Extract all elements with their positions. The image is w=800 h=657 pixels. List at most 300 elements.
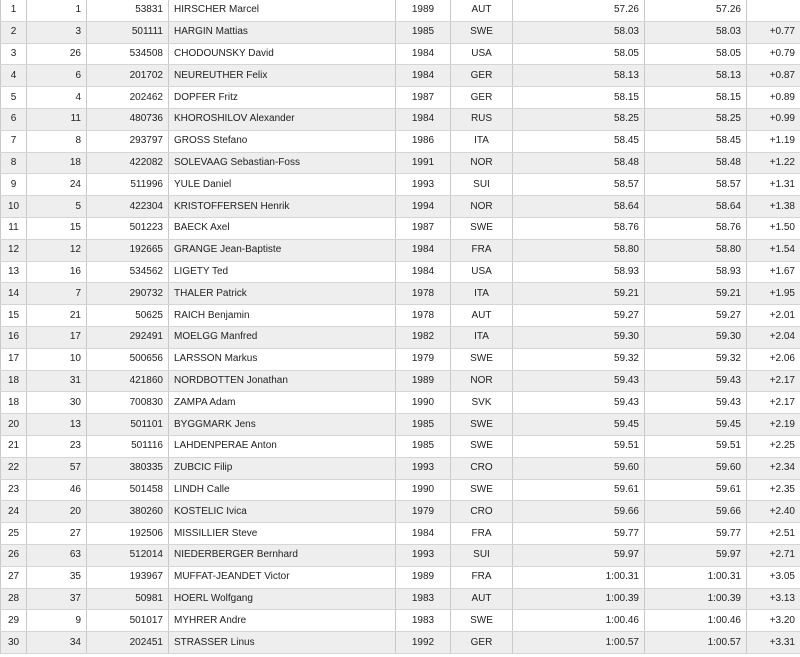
fis-code-cell: 501223 (87, 217, 169, 239)
athlete-name-cell: LARSSON Markus (169, 348, 396, 370)
nation-cell: SWE (451, 479, 513, 501)
total-time-cell: 59.77 (645, 523, 747, 545)
time-diff-cell: +2.25 (747, 435, 800, 457)
birth-year-cell: 1990 (396, 392, 451, 414)
table-row (1, 501, 800, 523)
athlete-name-cell: HIRSCHER Marcel (169, 0, 396, 21)
birth-year-cell: 1984 (396, 108, 451, 130)
nation-cell: NOR (451, 370, 513, 392)
athlete-name-cell: NIEDERBERGER Bernhard (169, 544, 396, 566)
fis-code-cell: 501458 (87, 479, 169, 501)
run-time-cell: 1:00.46 (513, 610, 645, 632)
table-row (1, 326, 800, 348)
rank-cell: 22 (1, 457, 27, 479)
nation-cell: SWE (451, 414, 513, 436)
birth-year-cell: 1993 (396, 544, 451, 566)
birth-year-cell: 1978 (396, 305, 451, 327)
rank-cell: 26 (1, 544, 27, 566)
nation-cell: AUT (451, 0, 513, 21)
total-time-cell: 59.21 (645, 283, 747, 305)
nation-cell: NOR (451, 152, 513, 174)
run-time-cell: 58.45 (513, 130, 645, 152)
rank-cell: 2 (1, 21, 27, 43)
athlete-name-cell: GRANGE Jean-Baptiste (169, 239, 396, 261)
time-diff-cell: +2.17 (747, 370, 800, 392)
table-row (1, 305, 800, 327)
rank-cell: 29 (1, 610, 27, 632)
bib-cell: 9 (27, 610, 87, 632)
rank-cell: 9 (1, 174, 27, 196)
bib-cell: 12 (27, 239, 87, 261)
rank-cell: 7 (1, 130, 27, 152)
birth-year-cell: 1993 (396, 457, 451, 479)
run-time-cell: 58.15 (513, 87, 645, 109)
run-time-cell: 58.57 (513, 174, 645, 196)
birth-year-cell: 1993 (396, 174, 451, 196)
athlete-name-cell: LIGETY Ted (169, 261, 396, 283)
athlete-name-cell: NORDBOTTEN Jonathan (169, 370, 396, 392)
table-row (1, 130, 800, 152)
nation-cell: SVK (451, 392, 513, 414)
athlete-name-cell: LINDH Calle (169, 479, 396, 501)
time-diff-cell: +2.06 (747, 348, 800, 370)
nation-cell: ITA (451, 283, 513, 305)
table-row (1, 87, 800, 109)
bib-cell: 63 (27, 544, 87, 566)
total-time-cell: 58.64 (645, 196, 747, 218)
athlete-name-cell: BYGGMARK Jens (169, 414, 396, 436)
nation-cell: GER (451, 87, 513, 109)
time-diff-cell: +2.35 (747, 479, 800, 501)
table-row (1, 0, 800, 21)
table-row (1, 21, 800, 43)
rank-cell: 27 (1, 566, 27, 588)
nation-cell: ITA (451, 326, 513, 348)
athlete-name-cell: YULE Daniel (169, 174, 396, 196)
fis-code-cell: 700830 (87, 392, 169, 414)
run-time-cell: 59.43 (513, 392, 645, 414)
time-diff-cell: +1.31 (747, 174, 800, 196)
birth-year-cell: 1984 (396, 43, 451, 65)
birth-year-cell: 1992 (396, 632, 451, 654)
rank-cell: 23 (1, 479, 27, 501)
birth-year-cell: 1984 (396, 65, 451, 87)
bib-cell: 34 (27, 632, 87, 654)
time-diff-cell: +1.54 (747, 239, 800, 261)
table-row (1, 414, 800, 436)
athlete-name-cell: HARGIN Mattias (169, 21, 396, 43)
athlete-name-cell: HOERL Wolfgang (169, 588, 396, 610)
birth-year-cell: 1984 (396, 239, 451, 261)
run-time-cell: 59.51 (513, 435, 645, 457)
bib-cell: 35 (27, 566, 87, 588)
total-time-cell: 59.43 (645, 370, 747, 392)
total-time-cell: 1:00.39 (645, 588, 747, 610)
total-time-cell: 59.97 (645, 544, 747, 566)
table-row (1, 588, 800, 610)
birth-year-cell: 1989 (396, 0, 451, 21)
athlete-name-cell: SOLEVAAG Sebastian-Foss (169, 152, 396, 174)
bib-cell: 23 (27, 435, 87, 457)
fis-code-cell: 422304 (87, 196, 169, 218)
nation-cell: GER (451, 632, 513, 654)
rank-cell: 21 (1, 435, 27, 457)
table-row (1, 196, 800, 218)
bib-cell: 31 (27, 370, 87, 392)
time-diff-cell (747, 0, 800, 21)
run-time-cell: 59.30 (513, 326, 645, 348)
nation-cell: FRA (451, 566, 513, 588)
run-time-cell: 59.27 (513, 305, 645, 327)
birth-year-cell: 1990 (396, 479, 451, 501)
nation-cell: USA (451, 261, 513, 283)
nation-cell: FRA (451, 523, 513, 545)
run-time-cell: 59.77 (513, 523, 645, 545)
total-time-cell: 58.03 (645, 21, 747, 43)
run-time-cell: 59.32 (513, 348, 645, 370)
birth-year-cell: 1984 (396, 523, 451, 545)
time-diff-cell: +2.04 (747, 326, 800, 348)
nation-cell: ITA (451, 130, 513, 152)
total-time-cell: 59.66 (645, 501, 747, 523)
fis-code-cell: 50981 (87, 588, 169, 610)
birth-year-cell: 1985 (396, 21, 451, 43)
fis-code-cell: 501101 (87, 414, 169, 436)
nation-cell: AUT (451, 588, 513, 610)
total-time-cell: 1:00.46 (645, 610, 747, 632)
fis-code-cell: 290732 (87, 283, 169, 305)
fis-code-cell: 421860 (87, 370, 169, 392)
table-row (1, 435, 800, 457)
nation-cell: RUS (451, 108, 513, 130)
rank-cell: 24 (1, 501, 27, 523)
table-row (1, 392, 800, 414)
time-diff-cell: +2.01 (747, 305, 800, 327)
total-time-cell: 1:00.57 (645, 632, 747, 654)
time-diff-cell: +0.87 (747, 65, 800, 87)
athlete-name-cell: KOSTELIC Ivica (169, 501, 396, 523)
athlete-name-cell: MYHRER Andre (169, 610, 396, 632)
bib-cell: 15 (27, 217, 87, 239)
run-time-cell: 58.13 (513, 65, 645, 87)
rank-cell: 6 (1, 108, 27, 130)
rank-cell: 28 (1, 588, 27, 610)
athlete-name-cell: MISSILLIER Steve (169, 523, 396, 545)
nation-cell: NOR (451, 196, 513, 218)
table-row (1, 370, 800, 392)
bib-cell: 37 (27, 588, 87, 610)
athlete-name-cell: STRASSER Linus (169, 632, 396, 654)
athlete-name-cell: RAICH Benjamin (169, 305, 396, 327)
birth-year-cell: 1979 (396, 501, 451, 523)
nation-cell: SWE (451, 610, 513, 632)
nation-cell: SWE (451, 435, 513, 457)
table-row (1, 43, 800, 65)
time-diff-cell: +1.19 (747, 130, 800, 152)
time-diff-cell: +0.79 (747, 43, 800, 65)
total-time-cell: 59.51 (645, 435, 747, 457)
time-diff-cell: +2.40 (747, 501, 800, 523)
rank-cell: 17 (1, 348, 27, 370)
total-time-cell: 58.13 (645, 65, 747, 87)
table-row (1, 544, 800, 566)
rank-cell: 12 (1, 239, 27, 261)
bib-cell: 17 (27, 326, 87, 348)
rank-cell: 4 (1, 65, 27, 87)
nation-cell: CRO (451, 457, 513, 479)
bib-cell: 18 (27, 152, 87, 174)
rank-cell: 8 (1, 152, 27, 174)
total-time-cell: 59.60 (645, 457, 747, 479)
nation-cell: AUT (451, 305, 513, 327)
bib-cell: 13 (27, 414, 87, 436)
total-time-cell: 59.43 (645, 392, 747, 414)
athlete-name-cell: THALER Patrick (169, 283, 396, 305)
total-time-cell: 58.48 (645, 152, 747, 174)
total-time-cell: 58.25 (645, 108, 747, 130)
time-diff-cell: +2.71 (747, 544, 800, 566)
athlete-name-cell: BAECK Axel (169, 217, 396, 239)
nation-cell: GER (451, 65, 513, 87)
birth-year-cell: 1989 (396, 566, 451, 588)
time-diff-cell: +0.99 (747, 108, 800, 130)
run-time-cell: 58.80 (513, 239, 645, 261)
fis-code-cell: 202462 (87, 87, 169, 109)
athlete-name-cell: NEUREUTHER Felix (169, 65, 396, 87)
time-diff-cell: +3.20 (747, 610, 800, 632)
nation-cell: SUI (451, 544, 513, 566)
fis-code-cell: 293797 (87, 130, 169, 152)
run-time-cell: 58.48 (513, 152, 645, 174)
fis-code-cell: 201702 (87, 65, 169, 87)
fis-code-cell: 534562 (87, 261, 169, 283)
fis-code-cell: 501116 (87, 435, 169, 457)
run-time-cell: 59.66 (513, 501, 645, 523)
athlete-name-cell: KHOROSHILOV Alexander (169, 108, 396, 130)
birth-year-cell: 1989 (396, 370, 451, 392)
table-row (1, 174, 800, 196)
nation-cell: FRA (451, 239, 513, 261)
total-time-cell: 58.57 (645, 174, 747, 196)
bib-cell: 4 (27, 87, 87, 109)
rank-cell: 30 (1, 632, 27, 654)
athlete-name-cell: LAHDENPERAE Anton (169, 435, 396, 457)
time-diff-cell: +3.31 (747, 632, 800, 654)
rank-cell: 10 (1, 196, 27, 218)
birth-year-cell: 1985 (396, 414, 451, 436)
total-time-cell: 58.76 (645, 217, 747, 239)
nation-cell: CRO (451, 501, 513, 523)
total-time-cell: 59.32 (645, 348, 747, 370)
fis-code-cell: 511996 (87, 174, 169, 196)
athlete-name-cell: MUFFAT-JEANDET Victor (169, 566, 396, 588)
time-diff-cell: +3.05 (747, 566, 800, 588)
bib-cell: 6 (27, 65, 87, 87)
fis-code-cell: 53831 (87, 0, 169, 21)
rank-cell: 16 (1, 326, 27, 348)
rank-cell: 15 (1, 305, 27, 327)
run-time-cell: 1:00.57 (513, 632, 645, 654)
fis-code-cell: 512014 (87, 544, 169, 566)
birth-year-cell: 1991 (396, 152, 451, 174)
table-row (1, 457, 800, 479)
time-diff-cell: +1.22 (747, 152, 800, 174)
birth-year-cell: 1983 (396, 610, 451, 632)
table-row (1, 239, 800, 261)
fis-code-cell: 192665 (87, 239, 169, 261)
total-time-cell: 1:00.31 (645, 566, 747, 588)
bib-cell: 30 (27, 392, 87, 414)
bib-cell: 57 (27, 457, 87, 479)
bib-cell: 46 (27, 479, 87, 501)
run-time-cell: 58.03 (513, 21, 645, 43)
fis-code-cell: 500656 (87, 348, 169, 370)
birth-year-cell: 1985 (396, 435, 451, 457)
fis-code-cell: 380260 (87, 501, 169, 523)
rank-cell: 11 (1, 217, 27, 239)
run-time-cell: 59.21 (513, 283, 645, 305)
rank-cell: 3 (1, 43, 27, 65)
nation-cell: SWE (451, 348, 513, 370)
run-time-cell: 1:00.39 (513, 588, 645, 610)
run-time-cell: 58.64 (513, 196, 645, 218)
table-row (1, 65, 800, 87)
total-time-cell: 59.45 (645, 414, 747, 436)
time-diff-cell: +1.38 (747, 196, 800, 218)
time-diff-cell: +1.50 (747, 217, 800, 239)
table-row (1, 217, 800, 239)
bib-cell: 5 (27, 196, 87, 218)
total-time-cell: 58.15 (645, 87, 747, 109)
rank-cell: 5 (1, 87, 27, 109)
rank-cell: 14 (1, 283, 27, 305)
run-time-cell: 59.97 (513, 544, 645, 566)
run-time-cell: 58.25 (513, 108, 645, 130)
birth-year-cell: 1987 (396, 87, 451, 109)
athlete-name-cell: KRISTOFFERSEN Henrik (169, 196, 396, 218)
run-time-cell: 59.60 (513, 457, 645, 479)
time-diff-cell: +2.51 (747, 523, 800, 545)
total-time-cell: 58.80 (645, 239, 747, 261)
birth-year-cell: 1983 (396, 588, 451, 610)
table-row (1, 108, 800, 130)
fis-code-cell: 534508 (87, 43, 169, 65)
fis-code-cell: 422082 (87, 152, 169, 174)
time-diff-cell: +3.13 (747, 588, 800, 610)
bib-cell: 16 (27, 261, 87, 283)
bib-cell: 7 (27, 283, 87, 305)
total-time-cell: 58.05 (645, 43, 747, 65)
time-diff-cell: +0.77 (747, 21, 800, 43)
bib-cell: 8 (27, 130, 87, 152)
athlete-name-cell: MOELGG Manfred (169, 326, 396, 348)
time-diff-cell: +2.17 (747, 392, 800, 414)
bib-cell: 21 (27, 305, 87, 327)
total-time-cell: 58.45 (645, 130, 747, 152)
run-time-cell: 59.43 (513, 370, 645, 392)
run-time-cell: 58.76 (513, 217, 645, 239)
bib-cell: 11 (27, 108, 87, 130)
fis-code-cell: 50625 (87, 305, 169, 327)
total-time-cell: 59.30 (645, 326, 747, 348)
nation-cell: SUI (451, 174, 513, 196)
bib-cell: 26 (27, 43, 87, 65)
rank-cell: 25 (1, 523, 27, 545)
fis-code-cell: 193967 (87, 566, 169, 588)
total-time-cell: 57.26 (645, 0, 747, 21)
time-diff-cell: +2.34 (747, 457, 800, 479)
total-time-cell: 59.61 (645, 479, 747, 501)
table-row (1, 632, 800, 654)
table-row (1, 566, 800, 588)
athlete-name-cell: DOPFER Fritz (169, 87, 396, 109)
run-time-cell: 58.93 (513, 261, 645, 283)
fis-code-cell: 192506 (87, 523, 169, 545)
nation-cell: SWE (451, 217, 513, 239)
fis-code-cell: 480736 (87, 108, 169, 130)
table-row (1, 523, 800, 545)
fis-code-cell: 202451 (87, 632, 169, 654)
athlete-name-cell: ZAMPA Adam (169, 392, 396, 414)
rank-cell: 18 (1, 370, 27, 392)
run-time-cell: 57.26 (513, 0, 645, 21)
athlete-name-cell: GROSS Stefano (169, 130, 396, 152)
run-time-cell: 59.61 (513, 479, 645, 501)
bib-cell: 20 (27, 501, 87, 523)
rank-cell: 13 (1, 261, 27, 283)
athlete-name-cell: CHODOUNSKY David (169, 43, 396, 65)
fis-code-cell: 292491 (87, 326, 169, 348)
birth-year-cell: 1982 (396, 326, 451, 348)
total-time-cell: 59.27 (645, 305, 747, 327)
time-diff-cell: +1.67 (747, 261, 800, 283)
rank-cell: 1 (1, 0, 27, 21)
table-row (1, 261, 800, 283)
birth-year-cell: 1978 (396, 283, 451, 305)
run-time-cell: 59.45 (513, 414, 645, 436)
run-time-cell: 1:00.31 (513, 566, 645, 588)
fis-code-cell: 501111 (87, 21, 169, 43)
time-diff-cell: +2.19 (747, 414, 800, 436)
bib-cell: 10 (27, 348, 87, 370)
fis-code-cell: 380335 (87, 457, 169, 479)
table-row (1, 479, 800, 501)
bib-cell: 3 (27, 21, 87, 43)
time-diff-cell: +0.89 (747, 87, 800, 109)
bib-cell: 27 (27, 523, 87, 545)
run-time-cell: 58.05 (513, 43, 645, 65)
rank-cell: 18 (1, 392, 27, 414)
table-row (1, 283, 800, 305)
birth-year-cell: 1987 (396, 217, 451, 239)
birth-year-cell: 1979 (396, 348, 451, 370)
table-row (1, 610, 800, 632)
birth-year-cell: 1984 (396, 261, 451, 283)
table-row (1, 152, 800, 174)
nation-cell: USA (451, 43, 513, 65)
fis-code-cell: 501017 (87, 610, 169, 632)
bib-cell: 1 (27, 0, 87, 21)
total-time-cell: 58.93 (645, 261, 747, 283)
nation-cell: SWE (451, 21, 513, 43)
birth-year-cell: 1994 (396, 196, 451, 218)
birth-year-cell: 1986 (396, 130, 451, 152)
rank-cell: 20 (1, 414, 27, 436)
athlete-name-cell: ZUBCIC Filip (169, 457, 396, 479)
bib-cell: 24 (27, 174, 87, 196)
table-row (1, 348, 800, 370)
time-diff-cell: +1.95 (747, 283, 800, 305)
